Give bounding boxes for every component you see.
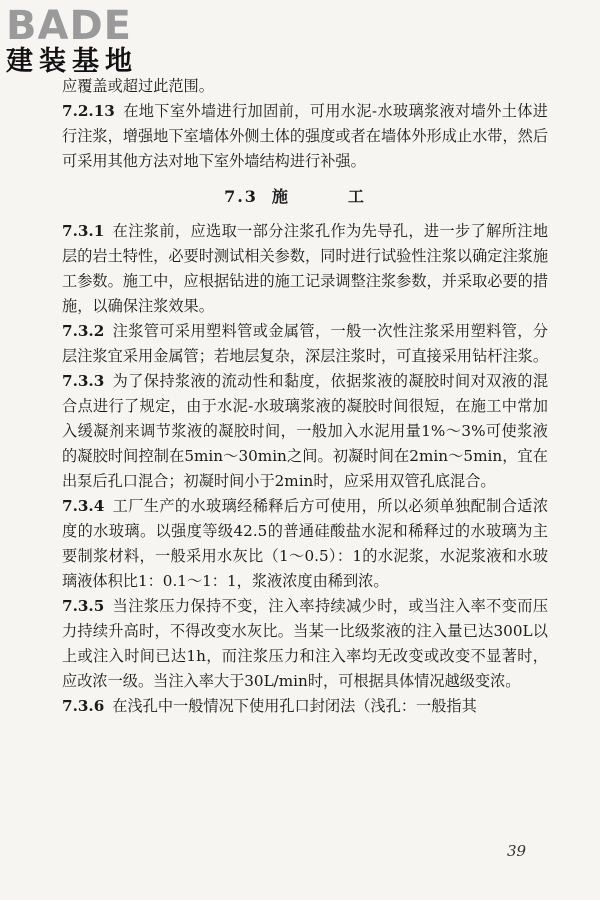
logo-word: BADE	[6, 3, 132, 49]
clause-number: 7.3.3	[62, 372, 105, 390]
clause-text: 为了保持浆液的流动性和黏度，依据浆液的凝胶时间对双液的混合点进行了规定，由于水泥-水玻璃浆液的凝胶时间很短，在施工中常加入缓凝剂来调节浆液的凝胶时间，一般加入水泥用量1%～3%可使浆液的凝胶时间控制在5min～30min之间。初凝时间在2min～5min，宜在出泵后孔口混合；初凝时间小于2min时，应采用双管孔底混合。	[62, 372, 548, 490]
clause-7-3-1	[62, 219, 548, 319]
clause-number: 7.3.1	[62, 222, 105, 240]
clause-7-3-2	[62, 319, 548, 369]
clause-text: 工厂生产的水玻璃经稀释后方可使用，所以必须单独配制合适浓度的水玻璃。以强度等级42.5的普通硅酸盐水泥和稀释过的水玻璃为主要制浆材料，一般采用水灰比（1～0.5）：1的水泥浆，水泥浆液和水玻璃液体积比1：0.1～1：1，浆液浓度由稀到浓。	[62, 497, 548, 590]
clause-number: 7.3.2	[62, 322, 105, 340]
clause-number: 7.3.5	[62, 597, 105, 615]
clause-number: 7.3.6	[62, 697, 105, 715]
page-number: 39	[507, 842, 527, 860]
clause-number: 7.2.13	[62, 102, 115, 120]
clause-text: 注浆管可采用塑料管或金属管，一般一次性注浆采用塑料管，分层注浆宜采用金属管；若地层复杂，深层注浆时，可直接采用钻杆注浆。	[62, 322, 548, 365]
clause-text: 在注浆前，应选取一部分注浆孔作为先导孔，进一步了解所注地层的岩土特性，必要时测试相关参数，同时进行试验性注浆以确定注浆施工参数。施工中，应根据钻进的施工记录调整注浆参数，并采取必要的措施，以确保注浆效果。	[62, 222, 548, 315]
clause-number: 7.3.4	[62, 497, 105, 515]
section-title: 施 工	[271, 187, 386, 206]
section-heading	[62, 184, 548, 209]
clause-text: 当注浆压力保持不变，注入率持续减少时，或当注入率不变而压力持续升高时，不得改变水灰比。当某一比级浆液的注入量已达300L以上或注入时间已达1h，而注浆压力和注入率均无改变或改变不显著时，应改浓一级。当注入率大于30L/min时，可根据具体情况越级变浓。	[62, 597, 548, 690]
clause-7-3-4	[62, 494, 548, 594]
clause-7-3-5	[62, 594, 548, 694]
section-number: 7.3	[224, 187, 258, 206]
clause-text: 在浅孔中一般情况下使用孔口封闭法（浅孔：一般指其	[112, 697, 477, 715]
continuation-text: 应覆盖或超过此范围。	[62, 77, 214, 95]
clause-text: 在地下室外墙进行加固前，可用水泥-水玻璃浆液对墙外土体进行注浆，增强地下室墙体外侧土体的强度或者在墙体外形成止水带，然后可采用其他方法对地下室外墙结构进行补强。	[62, 102, 548, 170]
clause-7-3-3	[62, 369, 548, 494]
clause-7-3-6	[62, 694, 548, 719]
clause-7-2-13	[62, 99, 548, 174]
logo-subtitle: 建装基地	[6, 46, 138, 77]
document-body	[62, 74, 548, 719]
